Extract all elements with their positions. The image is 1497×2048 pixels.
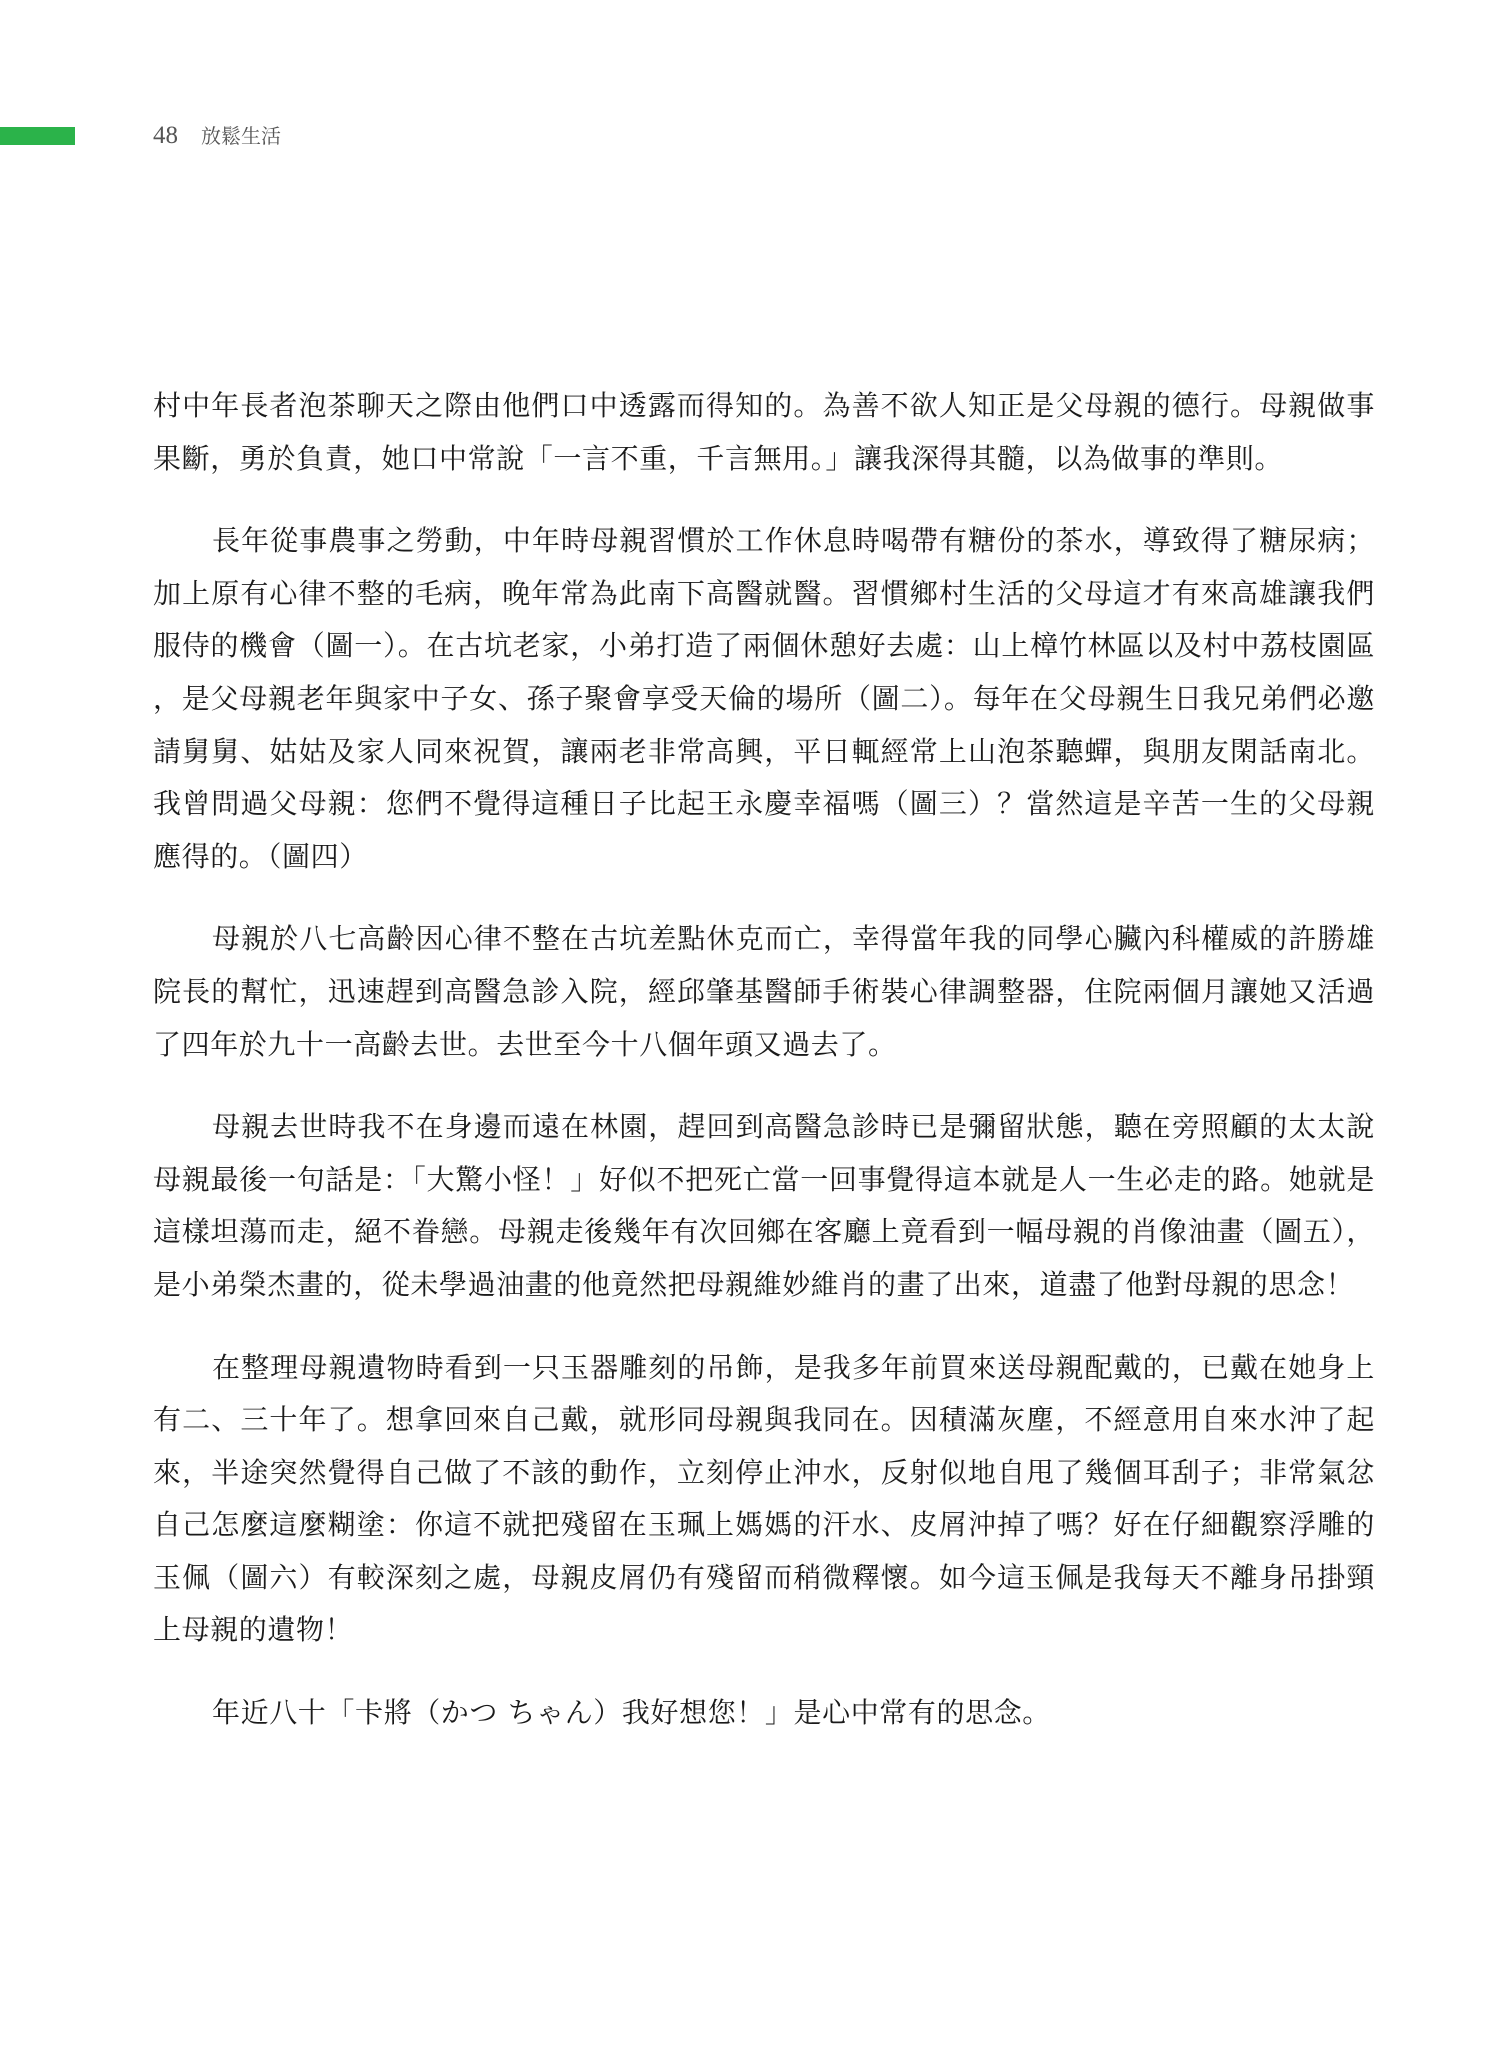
header-accent-bar bbox=[0, 127, 75, 145]
page-number: 48 bbox=[153, 122, 178, 149]
paragraph-4: 母親去世時我不在身邊而遠在林園，趕回到高醫急診時已是彌留狀態，聽在旁照顧的太太說母親最後一句話是：「大驚小怪！」好似不把死亡當一回事覺得這本就是人一生必走的路。她就是這樣坦蕩而走，絕不眷戀。母親走後幾年有次回鄉在客廳上竟看到一幅母親的肖像油畫（圖五），是小弟榮杰畫的，從未學過油畫的他竟然把母親維妙維肖的畫了出來，道盡了他對母親的思念！ bbox=[153, 1110, 1375, 1301]
running-head bbox=[153, 118, 281, 155]
paragraph-2: 長年從事農事之勞動，中年時母親習慣於工作休息時喝帶有糖份的茶水，導致得了糖尿病；加上原有心律不整的毛病，晚年常為此南下高醫就醫。習慣鄉村生活的父母這才有來高雄讓我們服侍的機會（圖一）。在古坑老家，小弟打造了兩個休憩好去處：山上樟竹林區以及村中荔枝園區，是父母親老年與家中子女、孫子聚會享受天倫的場所（圖二）。每年在父母親生日我兄弟們必邀請舅舅、姑姑及家人同來祝賀，讓兩老非常高興，平日輒經常上山泡茶聽蟬，與朋友閑話南北。我曾問過父母親：您們不覺得這種日子比起王永慶幸福嗎（圖三）？當然這是辛苦一生的父母親應得的。（圖四） bbox=[153, 524, 1375, 873]
paragraph-5: 在整理母親遺物時看到一只玉器雕刻的吊飾，是我多年前買來送母親配戴的，已戴在她身上有二、三十年了。想拿回來自己戴，就形同母親與我同在。因積滿灰塵，不經意用自來水沖了起來，半途突然覺得自己做了不該的動作，立刻停止沖水，反射似地自甩了幾個耳刮子；非常氣忿自己怎麼這麼糊塗：你這不就把殘留在玉珮上媽媽的汗水、皮屑沖掉了嗎？好在仔細觀察浮雕的玉佩（圖六）有較深刻之處，母親皮屑仍有殘留而稍微釋懷。如今這玉佩是我每天不離身吊掛頸上母親的遺物！ bbox=[153, 1350, 1375, 1647]
body-text bbox=[153, 380, 1375, 1770]
paragraph-6: 年近八十「卡將（かつ ちゃん）我好想您！」是心中常有的思念。 bbox=[212, 1696, 1051, 1730]
paragraph-3: 母親於八七高齡因心律不整在古坑差點休克而亡，幸得當年我的同學心臟內科權威的許勝雄院長的幫忙，迅速趕到高醫急診入院，經邱肇基醫師手術裝心律調整器，住院兩個月讓她又活過了四年於九十一高齡去世。去世至今十八個年頭又過去了。 bbox=[153, 922, 1375, 1061]
paragraph-1: 村中年長者泡茶聊天之際由他們口中透露而得知的。為善不欲人知正是父母親的德行。母親做事果斷，勇於負責，她口中常說「一言不重，千言無用。」讓我深得其髓，以為做事的準則。 bbox=[153, 389, 1375, 475]
book-title: 放鬆生活 bbox=[201, 124, 281, 148]
